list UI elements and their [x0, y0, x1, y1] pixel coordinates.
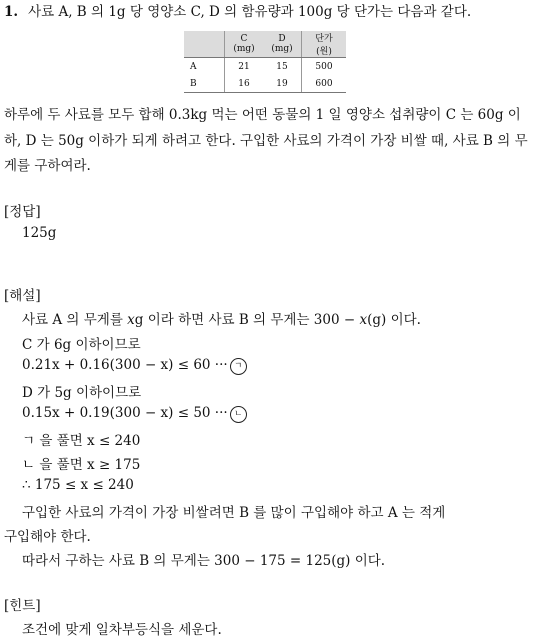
solution-line-8: ∴ 175 ≤ x ≤ 240	[22, 477, 134, 493]
solution-line-1: 사료 A 의 무게를 xg 이라 하면 사료 B 의 무게는 300 − x(g) 이다.	[22, 312, 421, 328]
solution-line-10: 구입해야 한다.	[4, 529, 91, 545]
circled-giyeok-mark: ㄱ	[230, 358, 247, 375]
table-header: 단가 (원)	[302, 31, 347, 58]
table-cell: 19	[263, 75, 302, 93]
nutrient-table	[184, 31, 346, 93]
question-text: 사료 A, B 의 1g 당 영양소 C, D 의 함유량과 100g 당 단가는 다음과 같다.	[28, 4, 472, 20]
table-header: C (mg)	[225, 31, 264, 58]
answer-value: 125g	[22, 225, 57, 241]
table-cell: 16	[225, 75, 264, 93]
solution-line-9: 구입한 사료의 가격이 가장 비쌀려면 B 를 많이 구입해야 하고 A 는 적게	[22, 505, 446, 521]
solution-label: [해설]	[4, 288, 41, 304]
table-header-row	[184, 31, 346, 58]
solution-line-6: ㄱ 을 풀면 x ≤ 240	[22, 433, 141, 449]
question-number: 1.	[4, 4, 19, 20]
question-paragraph: 하루에 두 사료를 모두 합해 0.3kg 먹는 어떤 동물의 1 일 영양소 섭취량이 C 는 60g 이하, D 는 50g 이하가 되게 하려고 한다. 구입한 사료의 가격이 가장 비쌀 때, 사료 B 의 무게를 구하여라.	[4, 107, 528, 174]
solution-line-3: 0.21x + 0.16(300 − x) ≤ 60 ··· ㄱ	[22, 357, 247, 375]
hint-text: 조건에 맞게 일차부등식을 세운다.	[22, 622, 222, 638]
table-cell: A	[184, 58, 225, 76]
table-cell: 500	[315, 61, 333, 72]
solution-line-4: D 가 5g 이하이므로	[22, 385, 142, 401]
solution-line-5: 0.15x + 0.19(300 − x) ≤ 50 ··· ㄴ	[22, 405, 247, 423]
circled-nieun-mark: ㄴ	[230, 406, 247, 423]
solution-line-7: ㄴ 을 풀면 x ≥ 175	[22, 457, 141, 473]
answer-label: [정답]	[4, 204, 41, 220]
table-header	[184, 31, 225, 58]
table-row	[184, 58, 346, 76]
table-row	[184, 75, 346, 93]
question-line	[4, 0, 471, 20]
hint-label: [힌트]	[4, 598, 41, 614]
table-cell: 600	[302, 75, 347, 93]
solution-line-11: 따라서 구하는 사료 B 의 무게는 300 − 175 = 125(g) 이다.	[22, 553, 386, 569]
table-cell: B	[184, 75, 225, 93]
solution-line-2: C 가 6g 이하이므로	[22, 337, 141, 353]
table-header: D (mg)	[263, 31, 302, 58]
table-cell: 15	[263, 58, 302, 76]
table-cell: 21	[238, 61, 250, 72]
